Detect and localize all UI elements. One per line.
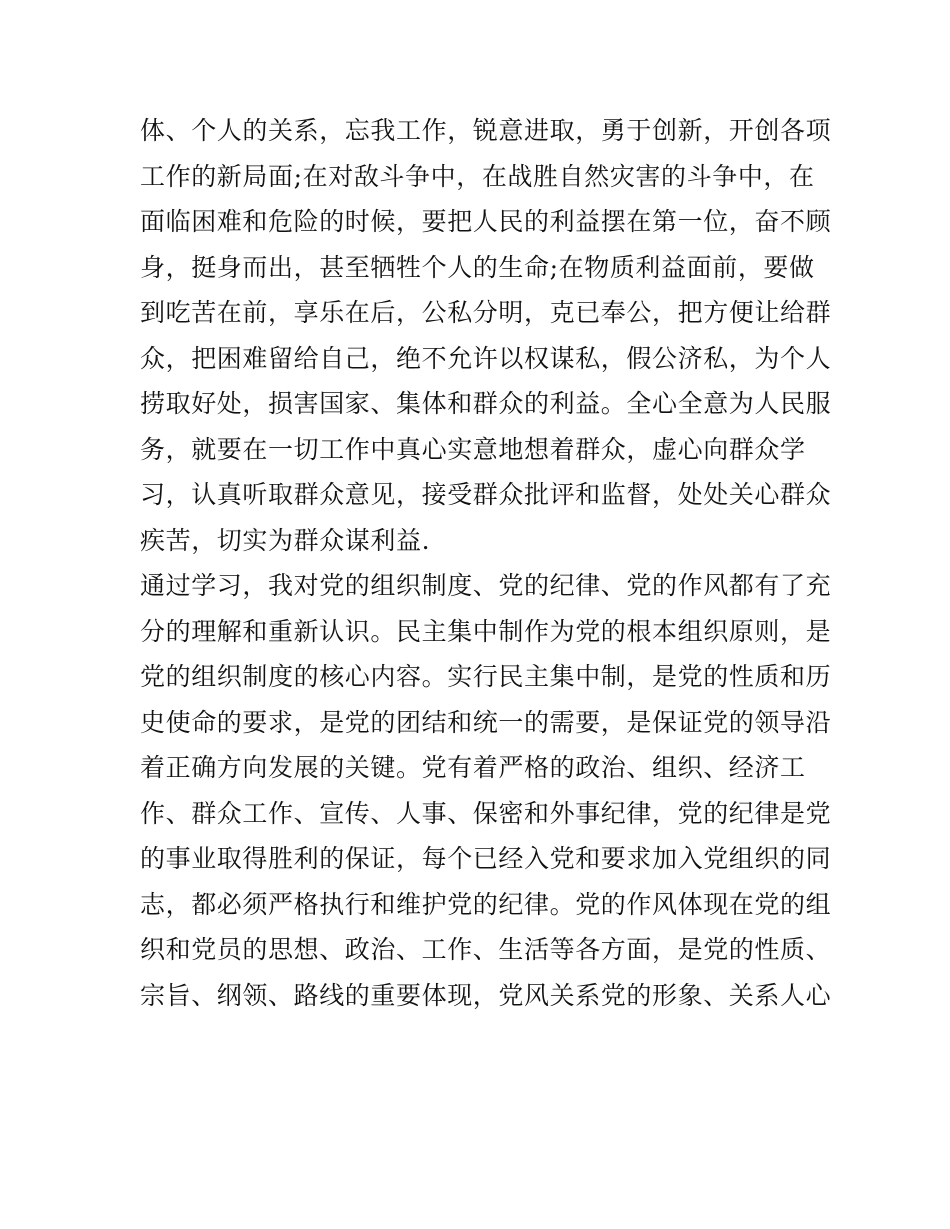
- text-line: 到吃苦在前，享乐在后，公私分明，克已奉公，把方便让给群: [140, 298, 832, 327]
- text-line: 工作的新局面;在对敌斗争中，在战胜自然灾害的斗争中，在: [140, 161, 815, 191]
- text-line: 分的理解和重新认识。民主集中制作为党的根本组织原则，是: [140, 616, 832, 646]
- text-line: 党的组织制度的核心内容。实行民主集中制，是党的性质和历: [140, 662, 832, 691]
- text-line: 着正确方向发展的关键。党有着严格的政治、组织、经济工: [140, 753, 806, 782]
- text-line: 史使命的要求，是党的团结和统一的需要，是保证党的领导沿: [140, 707, 832, 737]
- text-line: 习，认真听取群众意见，接受群众批评和监督，处处关心群众: [140, 480, 832, 509]
- text-line: 疾苦，切实为群众谋利益.: [140, 525, 431, 555]
- text-line: 织和党员的思想、政治、工作、生活等各方面，是党的性质、: [140, 935, 832, 964]
- text-line: 捞取好处，损害国家、集体和群众的利益。全心全意为人民服: [140, 389, 832, 418]
- text-line: 体、个人的关系，忘我工作，锐意进取，勇于创新，开创各项: [140, 116, 832, 145]
- body-text: [140, 108, 832, 1018]
- text-line: 众，把困难留给自己，绝不允许以权谋私，假公济私，为个人: [140, 343, 832, 373]
- text-line: 务，就要在一切工作中真心实意地想着群众，虚心向群众学: [140, 434, 806, 464]
- text-line: 面临困难和危险的时候，要把人民的利益摆在第一位，奋不顾: [140, 207, 832, 236]
- text-line: 身，挺身而出，甚至牺牲个人的生命;在物质利益面前，要做: [140, 252, 815, 282]
- text-line: 的事业取得胜利的保证，每个已经入党和要求加入党组织的同: [140, 844, 832, 873]
- text-line: 志，都必须严格执行和维护党的纪律。党的作风体现在党的组: [140, 889, 832, 919]
- text-line: 通过学习，我对党的组织制度、党的纪律、党的作风都有了充: [140, 571, 832, 600]
- text-line: 作、群众工作、宣传、人事、保密和外事纪律，党的纪律是党: [140, 798, 832, 828]
- text-line: 宗旨、纲领、路线的重要体现，党风关系党的形象、关系人心: [140, 980, 832, 1010]
